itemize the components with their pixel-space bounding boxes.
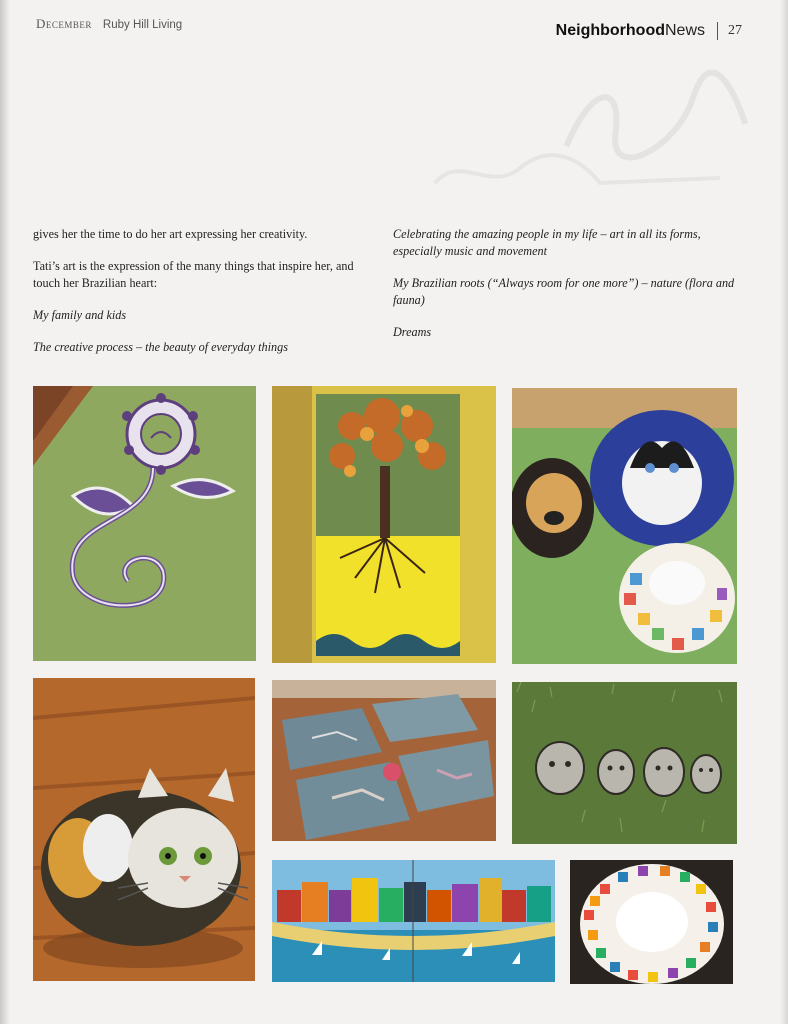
inspiration-item: The creative process – the beauty of everyday things [33, 340, 288, 354]
photo-painted-pet-stones [512, 388, 737, 664]
header-divider [717, 22, 718, 40]
photo-painted-flower-mat [33, 386, 256, 661]
inspiration-item: My Brazilian roots (“Always room for one more”) – nature (flora and fauna) [393, 276, 735, 307]
publication-name: Ruby Hill Living [102, 19, 183, 31]
inspiration-item: Dreams [393, 325, 432, 339]
section-title-light: News [664, 22, 705, 39]
article-column-right [393, 226, 739, 356]
page-spine-shadow [0, 0, 10, 1024]
page-number: 27 [728, 23, 742, 38]
issue-month: December [36, 16, 92, 31]
photo-mosaic-stone [570, 860, 733, 984]
photo-painted-cat-stone [33, 678, 255, 981]
photo-hummingbird-tiles [272, 680, 496, 841]
paragraph: Tati’s art is the expression of the many things that inspire her, and touch her Brazilian heart: [33, 259, 354, 290]
section-title-bold: Neighborhood [555, 22, 665, 39]
running-header-right [556, 22, 742, 40]
running-header-left [36, 16, 182, 32]
show-through-decoration-2 [430, 148, 730, 207]
paragraph: gives her the time to do her art expressing her creativity. [33, 227, 308, 241]
article-column-left [33, 226, 368, 371]
inspiration-item: My family and kids [33, 308, 127, 322]
photo-tree-of-life-canvas [272, 386, 496, 663]
photo-bunny-stones [512, 682, 737, 844]
page-edge-shadow [780, 0, 788, 1024]
photo-coastal-village-painting [272, 860, 555, 982]
inspiration-item: Celebrating the amazing people in my life – art in all its forms, especially music and movement [393, 227, 701, 258]
